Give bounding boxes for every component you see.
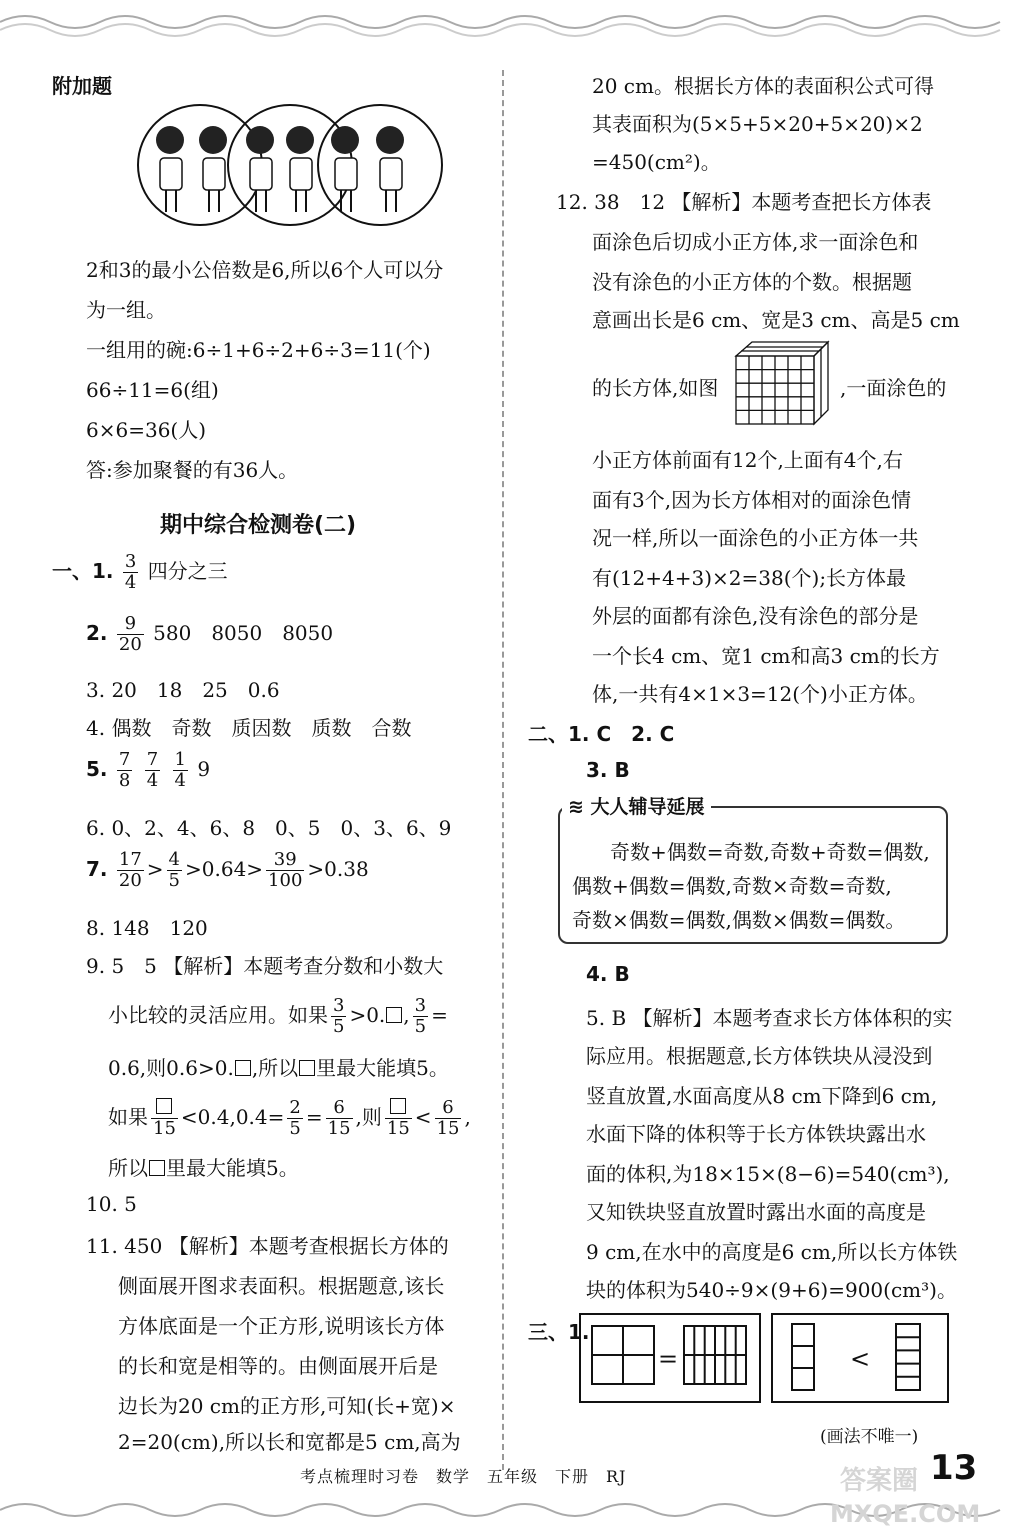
r-line-1: 20 cm。根据长方体的表面积公式可得 xyxy=(592,74,934,98)
q1-text: 四分之三 xyxy=(147,558,228,583)
q12-line-9: 有(12+4+3)×2=38(个);长方体最 xyxy=(592,566,907,590)
part2-q4: 4. B xyxy=(586,962,630,986)
r-line-2: 其表面积为(5×5+5×20+5×20)×2 xyxy=(592,112,923,136)
q2-fraction: $\frac{9}{20}$ xyxy=(118,613,142,655)
q11-line-1: 11. 450 【解析】本题考查根据长方体的 xyxy=(86,1234,449,1258)
column-divider xyxy=(502,70,504,1470)
q12-line-4: 意画出长是6 cm、宽是3 cm、高是5 cm xyxy=(592,308,960,332)
part3-q1: 三、1. xyxy=(528,1320,590,1344)
page-number: 13 xyxy=(930,1448,978,1488)
q12-line-7: 面有3个,因为长方体相对的面涂色情 xyxy=(592,488,912,512)
q12-line-11: 一个长4 cm、宽1 cm和高3 cm的长方 xyxy=(592,644,940,668)
blank-square xyxy=(386,1007,402,1023)
q12-line-5b: ,一面涂色的 xyxy=(840,376,947,400)
r-line-3: =450(cm²)。 xyxy=(592,150,721,174)
q12-line-12: 体,一共有4×1×3=12(个)小正方体。 xyxy=(592,682,928,706)
less-than-sign: < xyxy=(850,1345,871,1373)
cuboid-grid-figure xyxy=(730,340,830,428)
bonus-heading: 附加题 xyxy=(52,74,112,98)
q11-line-6: 2=20(cm),所以长和宽都是5 cm,高为 xyxy=(118,1430,461,1454)
bonus-line-4: 66÷11=6(组) xyxy=(86,378,219,402)
bonus-line-2: 为一组。 xyxy=(86,298,166,322)
q9-line-3: 0.6,则0.6>0. ,所以 里最大能填5。 xyxy=(108,1056,449,1080)
fraction-drawings xyxy=(578,1312,950,1404)
part2-q1-q2: 二、1. C 2. C xyxy=(528,722,675,746)
q9-line-4: 如果 15 <0.4,0.4= $\frac{2}{5}$ = $\frac{6}{15}$ ,则 15 < $\frac{6}{15}$ , xyxy=(108,1097,471,1139)
top-wave-border xyxy=(0,0,1015,40)
equals-sign: = xyxy=(658,1345,679,1373)
q12-line-6: 小正方体前面有12个,上面有4个,右 xyxy=(592,448,903,472)
q5-line-6: 又知铁块竖直放置时露出水面的高度是 xyxy=(586,1200,926,1224)
q4-row: 4. 偶数 奇数 质因数 质数 合数 xyxy=(86,716,412,740)
extension-line-3: 奇数×偶数=偶数,偶数×偶数=偶数。 xyxy=(572,908,906,932)
q5-line-8: 块的体积为540÷9×(9+6)=900(cm³)。 xyxy=(586,1278,957,1302)
q6-row: 6. 0、2、4、6、8 0、5 0、3、6、9 xyxy=(86,816,452,840)
q1-row xyxy=(52,552,228,593)
q10-row: 10. 5 xyxy=(86,1192,137,1216)
bonus-line-1: 2和3的最小公倍数是6,所以6个人可以分 xyxy=(86,258,444,282)
extension-line-1: 奇数+偶数=奇数,奇数+奇数=偶数, xyxy=(610,840,930,864)
q5-line-1: 5. B 【解析】本题考查求长方体体积的实 xyxy=(586,1006,953,1030)
q12-line-5a: 的长方体,如图 xyxy=(592,376,719,400)
q5-line-3: 竖直放置,水面高度从8 cm下降到6 cm, xyxy=(586,1084,938,1108)
q5-line-4: 水面下降的体积等于长方体铁块露出水 xyxy=(586,1122,926,1146)
q1-fraction: $\frac{3}{4}$ xyxy=(124,551,137,593)
q9-line-5: 所以 里最大能填5。 xyxy=(108,1156,299,1180)
q11-line-5: 边长为20 cm的正方形,可知(长+宽)× xyxy=(118,1394,456,1418)
q5-row: 5. $\frac{7}{8}$ $\frac{7}{4}$ $\frac{1}{4}$ 9 xyxy=(86,749,211,791)
q12-line-8: 况一样,所以一面涂色的小正方体一共 xyxy=(592,526,919,550)
q11-line-2: 侧面展开图求表面积。根据题意,该长 xyxy=(118,1274,445,1298)
footer-text: 考点梳理时习卷 数学 五年级 下册 RJ xyxy=(300,1467,627,1486)
q1-num: 一、1. xyxy=(52,558,114,583)
bonus-answer: 答:参加聚餐的有36人。 xyxy=(86,458,299,482)
watermark-logo: 答案圈 xyxy=(840,1466,919,1496)
q9-line-2: 小比较的灵活应用。如果 $\frac{3}{5}$ >0. , $\frac{3}{5}$ = xyxy=(108,995,448,1037)
drawing-note: (画法不唯一) xyxy=(820,1427,919,1447)
bonus-line-3: 一组用的碗:6÷1+6÷2+6÷3=11(个) xyxy=(86,338,431,362)
bonus-line-5: 6×6=36(人) xyxy=(86,418,207,442)
extension-line-2: 偶数+偶数=偶数,奇数×奇数=奇数, xyxy=(572,874,892,898)
q5-line-2: 际应用。根据题意,长方体铁块从浸没到 xyxy=(586,1044,933,1068)
extension-title: ≋ 大人辅导延展 xyxy=(562,792,711,819)
q5-line-5: 面的体积,为18×15×(8−6)=540(cm³), xyxy=(586,1162,950,1186)
watermark-url: MXQE.COM xyxy=(830,1500,981,1528)
q12-line-2: 面涂色后切成小正方体,求一面涂色和 xyxy=(592,230,919,254)
q3-row: 3. 20 18 25 0.6 xyxy=(86,678,280,702)
q12-line-1: 12. 38 12 【解析】本题考查把长方体表 xyxy=(556,190,932,214)
q12-line-10: 外层的面都有涂色,没有涂色的部分是 xyxy=(592,604,919,628)
q11-line-3: 方体底面是一个正方形,说明该长方体 xyxy=(118,1314,445,1338)
q8-row: 8. 148 120 xyxy=(86,916,208,940)
q11-line-4: 的长和宽是相等的。由侧面展开后是 xyxy=(118,1354,438,1378)
children-venn-illustration xyxy=(135,100,445,230)
part2-q3: 3. B xyxy=(586,758,630,782)
q2-row: 2. $\frac{9}{20}$ 580 8050 8050 xyxy=(86,613,334,655)
q5-line-7: 9 cm,在水中的高度是6 cm,所以长方体铁 xyxy=(586,1240,958,1264)
q7-row: 7. $\frac{17}{20}$ > $\frac{4}{5}$ >0.64> $\frac{39}{100}$ >0.38 xyxy=(86,849,369,891)
q9-line-1: 9. 5 5 【解析】本题考查分数和小数大 xyxy=(86,954,444,978)
q12-line-3: 没有涂色的小正方体的个数。根据题 xyxy=(592,270,912,294)
section-title: 期中综合检测卷(二) xyxy=(160,513,357,538)
